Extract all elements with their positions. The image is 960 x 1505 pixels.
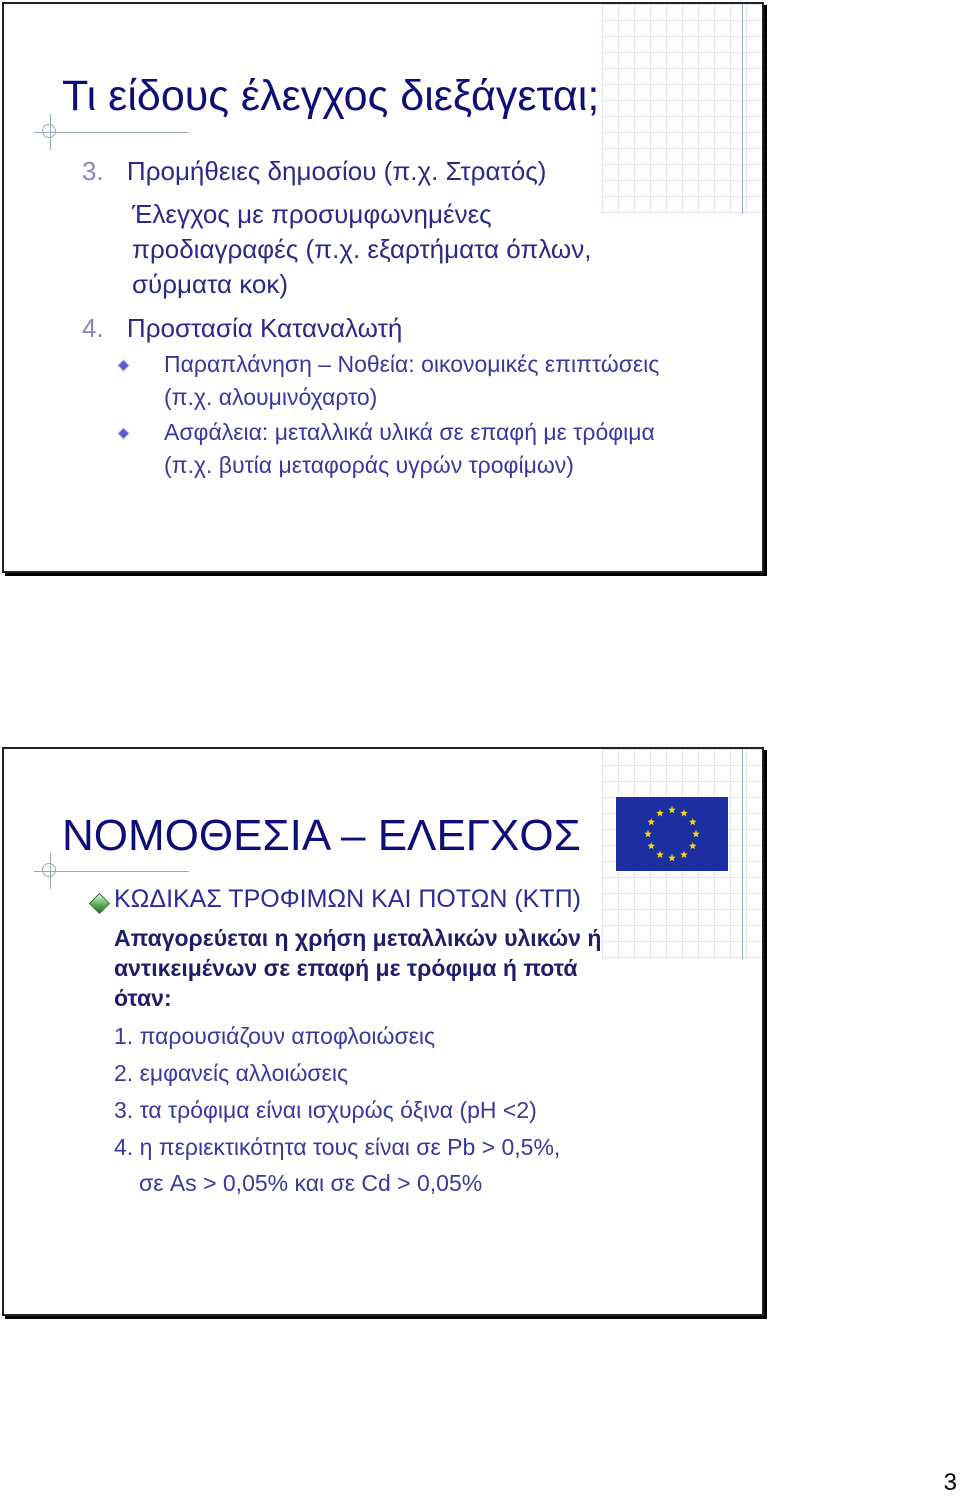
- star-icon: [647, 818, 655, 825]
- list-item: 1. παρουσιάζουν αποφλοιώσεις: [114, 1023, 436, 1049]
- section-heading: ΚΩΔΙΚΑΣ ΤΡΟΦΙΜΩΝ ΚΑΙ ΠΟΤΩΝ (ΚΤΠ): [114, 885, 582, 913]
- star-icon: [692, 830, 700, 837]
- decor-vline: [742, 4, 743, 214]
- slide-1: [2, 2, 764, 573]
- star-icon: [680, 809, 688, 816]
- item-text: Προστασία Καταναλωτή: [126, 313, 403, 343]
- grid-decoration: [602, 4, 762, 214]
- page-number: 3: [943, 1469, 957, 1496]
- star-icon: [656, 851, 664, 858]
- bold-line-1: Απαγορεύεται η χρήση μεταλλικών υλικών ή: [114, 925, 602, 951]
- decor-hline: [34, 871, 189, 872]
- diamond-bullet-icon: [89, 893, 110, 914]
- star-icon: [668, 806, 676, 813]
- bold-line-2: αντικειμένων σε επαφή με τρόφιμα ή ποτά: [114, 955, 578, 981]
- star-icon: [680, 851, 688, 858]
- list-item: 2. εμφανείς αλλοιώσεις: [114, 1060, 349, 1086]
- eu-flag-icon: [616, 797, 728, 871]
- bold-line-3: όταν:: [114, 985, 172, 1011]
- eu-stars: [616, 797, 728, 871]
- sub-item-2-line-2: (π.χ. βυτία μεταφοράς υγρών τροφίμων): [164, 452, 574, 478]
- item-number: 3.: [82, 156, 104, 186]
- star-icon: [644, 830, 652, 837]
- list-item: 3. τα τρόφιμα είναι ισχυρώς όξινα (pH <2): [114, 1097, 537, 1123]
- star-icon: [689, 842, 697, 849]
- star-icon: [647, 842, 655, 849]
- decor-hline: [34, 132, 189, 133]
- star-icon: [656, 809, 664, 816]
- list-item-3: [82, 156, 546, 187]
- list-item-4: [82, 313, 402, 344]
- sub-item-1-line-2: (π.χ. αλουμινόχαρτο): [164, 384, 378, 410]
- star-icon: [689, 818, 697, 825]
- bullet-icon: [119, 429, 129, 439]
- slide-title: Τι είδους έλεγχος διεξάγεται;: [62, 72, 600, 120]
- star-icon: [668, 854, 676, 861]
- slide-title: ΝΟΜΟΘΕΣΙΑ – ΕΛΕΓΧΟΣ: [62, 811, 581, 860]
- crosshair-icon: [42, 863, 56, 877]
- item-3-line-3: προδιαγραφές (π.χ. εξαρτήματα όπλων,: [132, 234, 592, 264]
- bullet-icon: [119, 361, 129, 371]
- item-text: Προμήθειες δημοσίου (π.χ. Στρατός): [126, 156, 547, 186]
- slide-2: [2, 747, 764, 1316]
- sub-item-1-line-1: Παραπλάνηση – Νοθεία: οικονομικές επιπτώσεις: [164, 351, 660, 377]
- crosshair-icon: [42, 124, 56, 138]
- decor-vline: [742, 749, 743, 959]
- item-3-line-2: Έλεγχος με προσυμφωνημένες: [132, 199, 492, 229]
- item-3-line-4: σύρματα κοκ): [132, 269, 289, 299]
- list-item: 4. η περιεκτικότητα τους είναι σε Pb > 0,5%,: [114, 1134, 561, 1160]
- list-item-continuation: σε As > 0,05% και σε Cd > 0,05%: [139, 1170, 483, 1196]
- item-number: 4.: [82, 313, 104, 343]
- sub-item-2-line-1: Ασφάλεια: μεταλλικά υλικά σε επαφή με τρόφιμα: [164, 419, 655, 445]
